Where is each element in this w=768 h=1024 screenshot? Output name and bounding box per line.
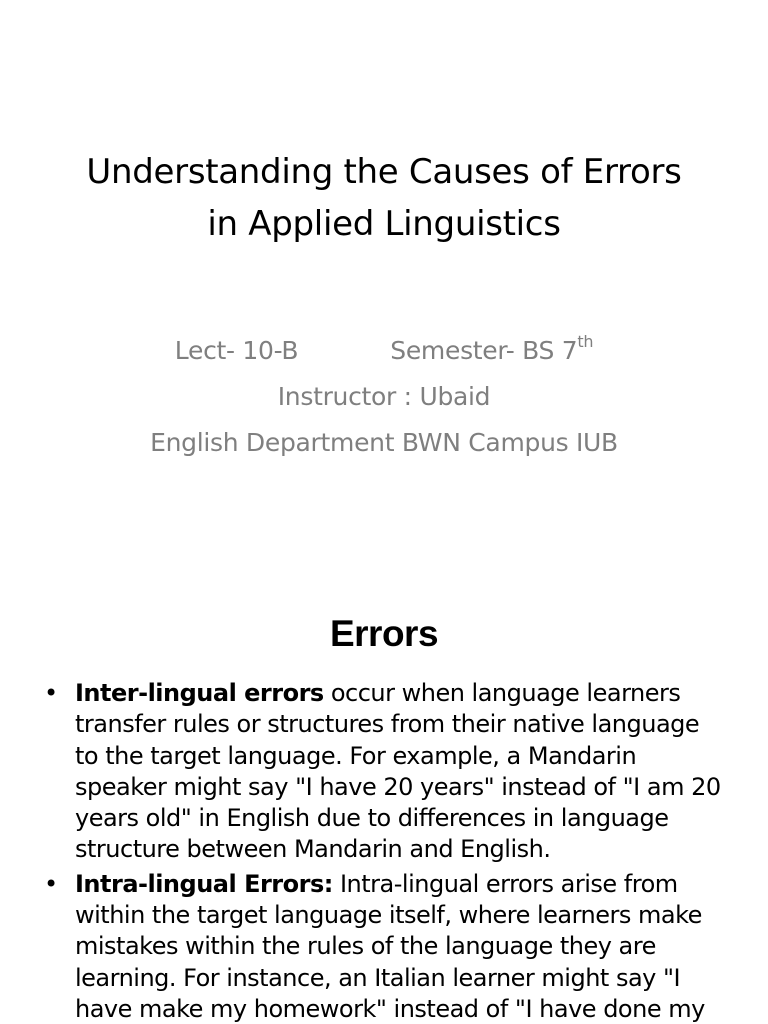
lecture-semester-line [40,328,728,374]
bullet-icon: • [44,869,58,898]
bullet-item-intra-lingual [0,869,768,1024]
slide-title-line-1: Understanding the Causes of Errors [86,152,682,192]
semester-superscript: th [577,332,594,351]
bullet-text: Intra-lingual errors arise from within the target language itself, where learners make mistakes within the rules of the language they are learning. For instance, an Italian learner might say "I have make my homework" instead of "I have done my [75,869,705,1023]
bullet-item-inter-lingual [0,678,768,866]
errors-slide [0,576,768,1024]
lecture-label: Lect- 10-B [174,336,299,365]
bullet-text: occur when language learners transfer rules or structures from their native language to the target language. For example, a Mandarin speaker might say "I have 20 years" instead of "I am 20 years old" in English due to differences in language structure between Mandarin and English. [75,679,721,864]
instructor-label: Instructor : Ubaid [277,382,491,411]
semester-label: Semester- BS 7 [390,336,578,365]
slide-subtitle [40,328,728,466]
bullet-icon: • [44,679,58,707]
bullet-list [0,678,768,1024]
slide-title-line-2: in Applied Linguistics [207,204,561,244]
bullet-term: Intra-lingual Errors: [75,869,333,898]
department-label: English Department BWN Campus IUB [150,428,618,457]
slide-heading: Errors [329,613,439,654]
bullet-term: Inter-lingual errors [75,679,324,707]
slide-title [40,146,728,250]
